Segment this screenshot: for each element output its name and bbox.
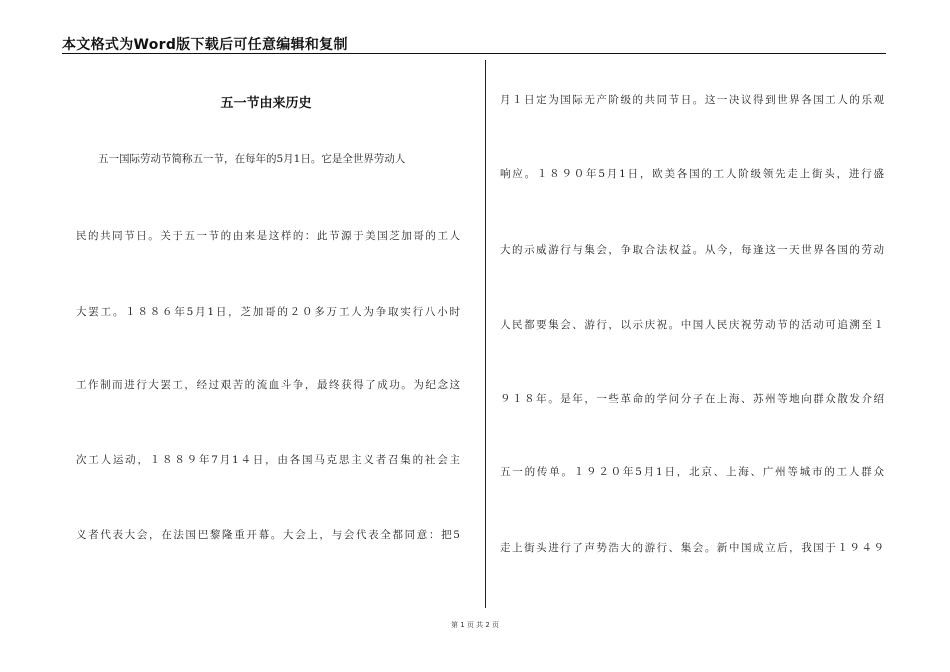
text-line: 民的共同节日。关于五一节的由来是这样的：此节源于美国芝加哥的工人 [76, 230, 460, 242]
page-number: 第 1 页 共 2 页 [450, 621, 500, 629]
text-line: 月１日定为国际无产阶级的共同节日。这一决议得到世界各国工人的乐观 [500, 94, 884, 106]
text-line: 大罢工。１８８６年5月1日，芝加哥的２０多万工人为争取实行八小时 [76, 306, 460, 318]
text-line: 工作制而进行大罢工，经过艰苦的流血斗争，最终获得了成功。为纪念这 [76, 379, 460, 391]
text-line: 人民都要集会、游行，以示庆祝。中国人民庆祝劳动节的活动可追溯至１ [500, 319, 884, 331]
text-line: 走上街头进行了声势浩大的游行、集会。新中国成立后，我国于１９４９ [500, 542, 884, 554]
text-line: 五一的传单。１９２０年5月1日，北京、上海、广州等城市的工人群众 [500, 466, 884, 478]
text-line: 响应。１８９０年5月1日，欧美各国的工人阶级领先走上街头，进行盛 [500, 168, 884, 180]
header-rule [62, 53, 886, 54]
text-line: 次工人运动，１８８９年7月1４日，由各国马克思主义者召集的社会主 [76, 454, 460, 466]
text-line: ９１８年。是年，一些革命的学问分子在上海、苏州等地向群众散发介绍 [500, 393, 884, 405]
document-title: 五一节由来历史 [220, 96, 312, 111]
column-divider [485, 60, 486, 608]
text-line: 大的示威游行与集会，争取合法权益。从今，每逢这一天世界各国的劳动 [500, 244, 884, 256]
text-line: 义者代表大会，在法国巴黎隆重开幕。大会上，与会代表全都同意：把5 [76, 529, 460, 541]
header-banner: 本文格式为Word版下载后可任意编辑和复制 [62, 37, 348, 53]
text-line: 五一国际劳动节简称五一节，在每年的5月1日。它是全世界劳动人 [98, 153, 406, 165]
